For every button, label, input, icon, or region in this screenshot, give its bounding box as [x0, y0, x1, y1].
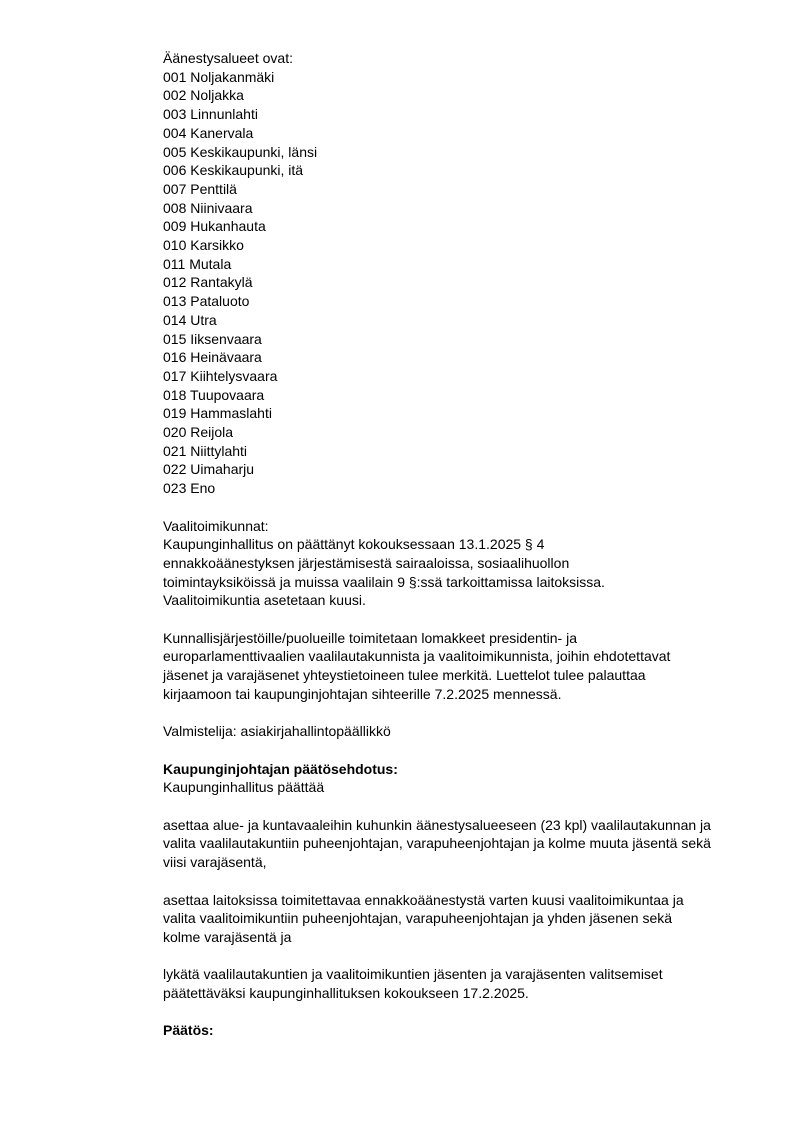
proposal-intro: Kaupunginhallitus päättää	[163, 779, 325, 796]
voting-area-item: 012 Rantakylä	[163, 274, 253, 291]
proposal-item-1	[163, 816, 754, 872]
voting-area-item: 005 Keskikaupunki, länsi	[163, 143, 318, 160]
proposal-heading: Kaupunginjohtajan päätösehdotus:	[163, 760, 398, 777]
voting-area-item: 014 Utra	[163, 311, 217, 328]
voting-area-item: 004 Kanervala	[163, 124, 254, 141]
voting-areas-section	[163, 49, 754, 498]
voting-area-item: 002 Noljakka	[163, 87, 244, 104]
voting-area-item: 001 Noljakanmäki	[163, 68, 275, 85]
text-line: viisi varajäsentä,	[163, 854, 267, 871]
voting-area-item: 011 Mutala	[163, 255, 232, 272]
text-line: toimintayksiköissä ja muissa vaalilain 9 §:ssä tarkoittamissa laitoksissa.	[163, 573, 605, 590]
text-line: ennakkoäänestyksen järjestämisestä sairaaloissa, sosiaalihuollon	[163, 554, 570, 571]
text-line: Kunnallisjärjestöille/puolueille toimitetaan lomakkeet presidentin- ja	[163, 629, 578, 646]
text-line: asettaa alue- ja kuntavaaleihin kuhunkin äänestysalueeseen (23 kpl) vaalilautakunnan ja	[163, 816, 711, 833]
voting-area-item: 019 Hammaslahti	[163, 405, 272, 422]
voting-areas-list	[163, 68, 754, 498]
election-committees-section	[163, 517, 754, 611]
voting-area-item: 017 Kiihtelysvaara	[163, 367, 278, 384]
forms-paragraph	[163, 629, 754, 704]
text-line: jäsenet ja varajäsenet yhteystietoineen tulee merkitä. Luettelot tulee palauttaa	[163, 667, 646, 684]
text-line: valita vaalitoimikuntiin puheenjohtajan, varapuheenjohtajan ja yhden jäsenen sekä	[163, 910, 673, 927]
preparer-section	[163, 722, 754, 741]
voting-area-item: 003 Linnunlahti	[163, 106, 258, 123]
voting-area-item: 015 Iiksenvaara	[163, 330, 262, 347]
proposal-item-3	[163, 965, 754, 1002]
preparer-line: Valmistelija: asiakirjahallintopäällikkö	[163, 723, 391, 740]
election-committees-heading: Vaalitoimikunnat:	[163, 517, 269, 534]
text-line: Vaalitoimikuntia asetetaan kuusi.	[163, 592, 366, 609]
text-line: Kaupunginhallitus on päättänyt kokouksessaan 13.1.2025 § 4	[163, 536, 545, 553]
text-line: asettaa laitoksissa toimitettavaa ennakkoäänestystä varten kuusi vaalitoimikuntaa ja	[163, 891, 684, 908]
text-line: päätettäväksi kaupunginhallituksen kokoukseen 17.2.2025.	[163, 985, 529, 1002]
voting-areas-heading: Äänestysalueet ovat:	[163, 50, 293, 66]
text-line: europarlamenttivaalien vaalilautakunnista ja vaalitoimikunnista, joihin ehdotettavat	[163, 648, 671, 665]
decision-section	[163, 1021, 754, 1040]
voting-area-item: 020 Reijola	[163, 424, 234, 441]
voting-area-item: 008 Niinivaara	[163, 199, 253, 216]
text-line: valita vaalilautakuntiin puheenjohtajan, varapuheenjohtajan ja kolme muuta jäsentä sekä	[163, 835, 711, 852]
voting-area-item: 007 Penttilä	[163, 180, 237, 197]
election-committees-paragraph	[163, 535, 754, 610]
proposal-heading-section	[163, 760, 754, 797]
voting-area-item: 009 Hukanhauta	[163, 218, 266, 235]
voting-area-item: 010 Karsikko	[163, 237, 244, 254]
voting-area-item: 022 Uimaharju	[163, 461, 255, 478]
voting-area-item: 023 Eno	[163, 480, 216, 497]
text-line: kirjaamoon tai kaupunginjohtajan sihteerille 7.2.2025 mennessä.	[163, 685, 562, 702]
voting-area-item: 018 Tuupovaara	[163, 386, 265, 403]
decision-heading: Päätös:	[163, 1022, 214, 1039]
text-line: kolme varajäsentä ja	[163, 928, 292, 945]
voting-area-item: 006 Keskikaupunki, itä	[163, 162, 304, 179]
text-line: lykätä vaalilautakuntien ja vaalitoimikuntien jäsenten ja varajäsenten valitsemiset	[163, 966, 663, 983]
voting-area-item: 013 Pataluoto	[163, 293, 250, 310]
voting-area-item: 021 Niittylahti	[163, 442, 248, 459]
voting-area-item: 016 Heinävaara	[163, 349, 262, 366]
proposal-item-2	[163, 891, 754, 947]
